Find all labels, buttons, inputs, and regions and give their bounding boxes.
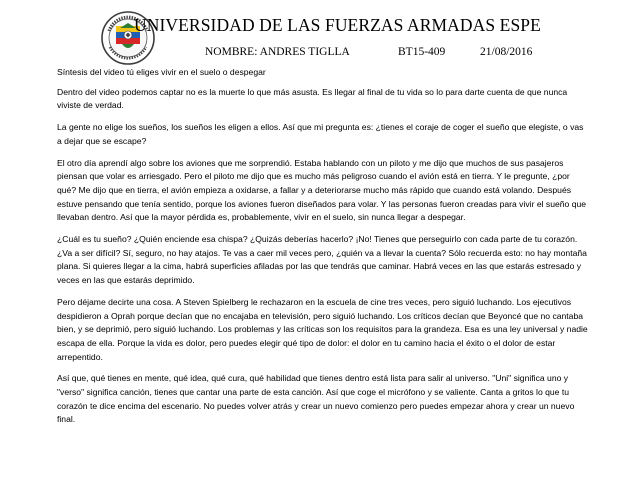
document-subtitle: Síntesis del video tú eliges vivir en el suelo o despegar (57, 67, 266, 77)
paragraph: Así que, qué tienes en mente, qué idea, qué cura, qué habilidad que tienes dentro está lista para salir al universo. "Uni" significa uno y "verso" significa canción, tienes que cantar una parte de esta canción. Así que coge el micrófono y se valiente. Canta a gritos lo que tu corazón te dice encima del escenario. No puedes volver atrás y crear un nuevo comienzo pero puedes empezar ahora y crear un nuevo final. (57, 373, 575, 425)
document-date: 21/08/2016 (480, 46, 533, 58)
paragraph: El otro día aprendí algo sobre los aviones que me sorprendió. Estaba hablando con un piloto y me dijo que muchos de sus pasajeros piensan que volar es arriesgado. Pero el piloto me dijo que es mucho más peligroso cuando el avión está en tierra. Y le pregunte, ¿por qué? Me dijo que en tierra, el avión empieza a oxidarse, a fallar y a deteriorarse mucho más rápido que cuando está volando. Después estuve pensando que tenía sentido, porque los aviones fueron diseñados para volar. Y las personas fueron creadas para vivir el sueño que llevaban dentro. Así que la mayor pérdida es, probablemente, vivir en el suelo, sin nunca llegar a despegar. (57, 157, 587, 223)
document-body (57, 66, 589, 435)
paragraph: Pero déjame decirte una cosa. A Steven Spielberg le rechazaron en la escuela de cine tres veces, pero siguió luchando. Los ejecutivos despidieron a Oprah porque decían que no encajaba en televisión, pero siguió luchando. Los críticos decían que Beyoncé que no cantaba bien, y se deprimió, pero siguió luchando. Los problemas y las críticas son los requisitos para la grandeza. Esa es una ley universal y nadie escapa de ella. Porque la vida es dolor, pero puedes elegir qué tipo de dolor: el dolor en tu camino hacia el éxito o el dolor de estar arrepentido. (57, 296, 588, 362)
university-title: UNIVERSIDAD DE LAS FUERZAS ARMADAS ESPE (134, 15, 541, 35)
paragraph: Dentro del video podemos captar no es la muerte lo que más asusta. Es llegar al final de tu vida so lo para darte cuenta de que nunca viviste de verdad. (57, 86, 568, 111)
student-name: NOMBRE: ANDRES TIGLLA (205, 46, 350, 58)
paragraph: ¿Cuál es tu sueño? ¿Quién enciende esa chispa? ¿Quizás deberías hacerlo? ¡No! Tienes que perseguirlo con cada parte de tu corazón. ¿Va a ser difícil? Sí, seguro, no hay atajos. Te vas a caer mil veces pero, ¿quién va a llevar la cuenta? Sólo recuerda esto: no hay montaña plana. Si quieres llegar a la cima, habrá superficies afiladas por las que tendrás que caminar. Habrá veces en las que estarás estresado y veces en las que estarás deprimido. (57, 234, 587, 286)
student-code: BT15-409 (398, 46, 446, 58)
paragraph: La gente no elige los sueños, los sueños les eligen a ellos. Así que mi pregunta es: ¿tienes el coraje de coger el sueño que elegiste, o vas a dejar que se escape? (57, 122, 584, 146)
